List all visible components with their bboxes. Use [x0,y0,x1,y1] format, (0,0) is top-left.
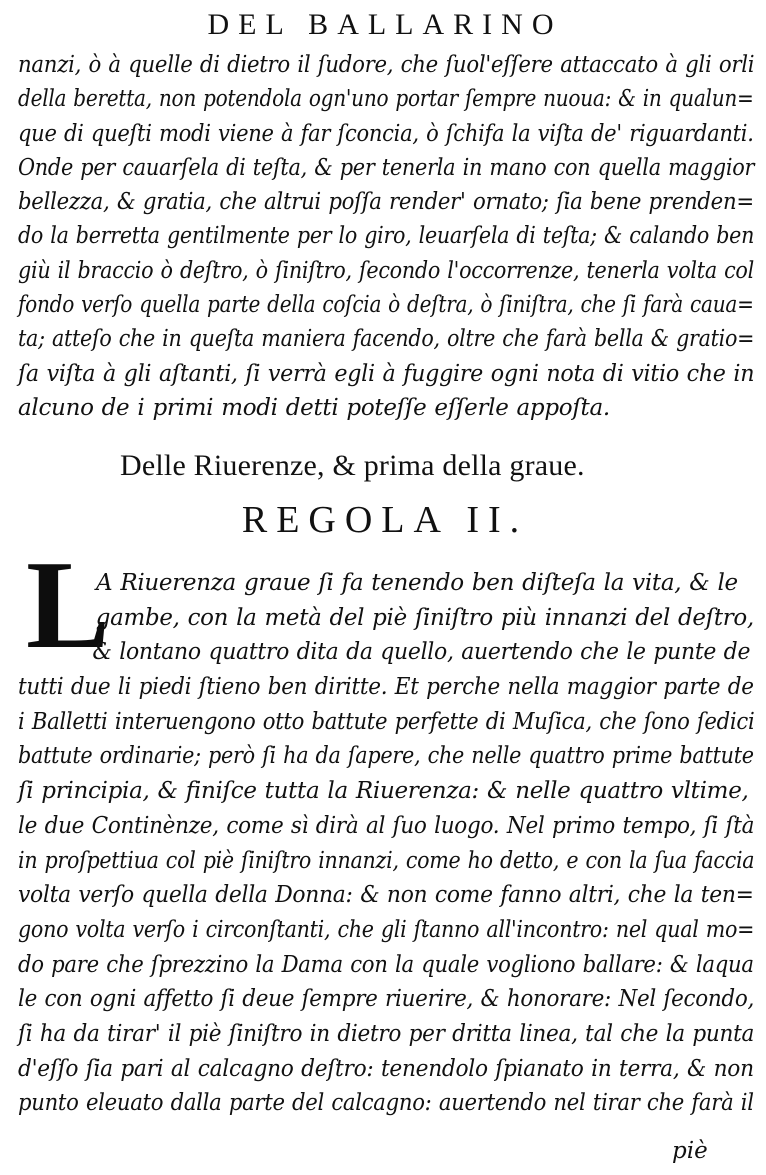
drop-cap: L [26,536,111,675]
text-line: ſi principia, & finiſce tutta la Riuerenza: & nelle quattro vltime, [18,778,749,805]
text-line: ſi ha da tirar' il piè ſiniſtro in dietro per dritta linea, tal che la punta [18,1020,755,1047]
text-line: le due Continènze, come sì dirà al ſuo luogo. Nel primo tempo, ſi ſtà [18,812,755,839]
text-line: do la berretta gentilmente per lo giro, leuarſela di teſta; & calando ben [18,223,755,250]
text-line: Onde per cauarſela di teſta, & per tenerla in mano con quella maggior [18,154,755,181]
text-line: tutti due li piedi ſtieno ben diritte. Et perche nella maggior parte de [18,674,754,701]
catchword: piè [672,1138,708,1164]
text-line: i Balletti interuengono otto battute perfette di Muſica, che ſono ſedici [18,708,755,735]
text-line: que di queſti modi viene à far ſconcia, ò ſchifa la viſta de' riguardanti. [18,120,754,147]
paragraph-continued [18,48,758,425]
text-line: gambe, con la metà del piè ſiniſtro più innanzi del deſtro, [95,604,754,631]
rule-paragraph [18,566,758,1121]
text-line: bellezza, & gratia, che altrui poſſa render' ornato; ſia bene prenden= [18,189,754,216]
text-line: fondo verſo quella parte della coſcia ò deſtra, ò ſiniſtra, che ſi farà caua= [18,292,754,319]
text-line: ſa viſta à gli aſtanti, ſi verrà egli à fuggire ogni nota di vitio che in [18,360,755,387]
text-line: nanzi, ò à quelle di dietro il ſudore, che ſuol'eſſere attaccato à gli orli [18,52,755,78]
text-line: battute ordinarie; però ſi ha da ſapere, che nelle quattro prime battute [18,743,754,770]
text-line: gono volta verſo i circonſtanti, che gli ſtanno all'incontro: nel qual mo= [18,916,755,943]
text-line: & lontano quattro dita da quello, auertendo che le punte de [92,639,751,666]
text-line: giù il braccio ò deſtro, ò ſiniſtro, ſecondo l'occorrenze, tenerla volta col [18,257,754,284]
text-line: della beretta, non potendola ogn'uno portar ſempre nuoua: & in qualun= [18,86,754,113]
rule-title: REGOLA II. [241,499,529,541]
running-header: DEL BALLARINO [207,8,563,41]
text-line: A Riuerenza graue ſi fa tenendo ben diſteſa la vita, & le [96,570,738,596]
text-line: le con ogni affetto ſi deue ſempre riuerire, & honorare: Nel ſecondo, [18,986,755,1013]
text-line: in proſpettiua col piè ſiniſtro innanzi, come ho detto, e con la ſua faccia [18,847,755,874]
section-heading: Delle Riuerenze, & prima della graue. [120,449,585,482]
text-line: do pare che ſprezzino la Dama con la quale vogliono ballare: & laqua [18,951,754,978]
text-line: d'eſſo ſia pari al calcagno deſtro: tenendolo ſpianato in terra, & non [18,1055,754,1082]
text-line: alcuno de i primi modi detti poteſſe eſſerle appoſta. [18,394,610,421]
text-line: ta; atteſo che in queſta maniera facendo, oltre che farà bella & gratio= [18,326,755,353]
text-line: volta verſo quella della Donna: & non come fanno altri, che la ten= [18,882,754,909]
text-line: punto eleuato dalla parte del calcagno: auertendo nel tirar che farà il [18,1090,754,1117]
